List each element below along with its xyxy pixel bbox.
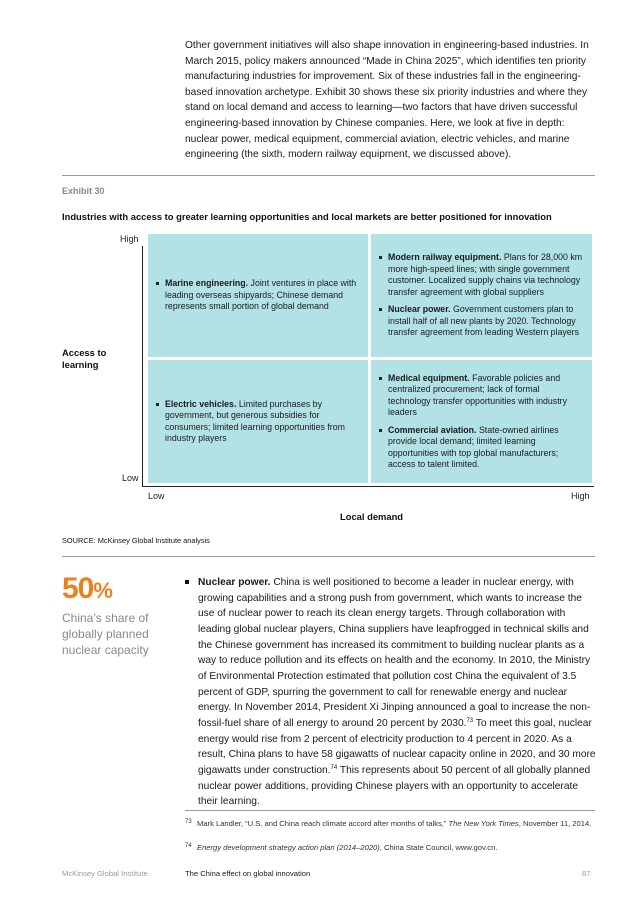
footnote-text <box>197 842 497 853</box>
quadrant-bullet <box>156 278 360 313</box>
page-number: 87 <box>582 869 591 878</box>
quadrant-bullet-text <box>165 278 360 313</box>
footnote-text-part: Mark Landler, “U.S. and China reach climate accord after months of talks,” <box>197 819 449 828</box>
divider <box>62 556 595 557</box>
industry-name: Medical equipment. <box>388 372 470 383</box>
stat-unit: % <box>93 578 112 603</box>
industry-name: Marine engineering. <box>165 278 249 289</box>
bullet-square <box>379 429 382 432</box>
footnote-publication: The New York Times <box>448 819 519 828</box>
quadrant-bottom-left <box>148 360 368 483</box>
x-axis-line <box>142 486 594 487</box>
quadrant-bottom-right <box>371 360 592 483</box>
footnote-text-part: , November 11, 2014. <box>518 819 592 828</box>
quadrant-bullet-text <box>388 252 584 298</box>
exhibit-label: Exhibit 30 <box>62 186 105 196</box>
industry-description: Favorable policies and centralized procurement; lack of formal technology transfer opportunities with industry leaders <box>388 372 567 417</box>
quadrant-bullet <box>379 252 584 298</box>
footnote <box>185 818 597 829</box>
footer-report-title: The China effect on global innovation <box>185 869 311 878</box>
stat-value: 50 <box>62 572 94 605</box>
stat-callout <box>62 572 112 606</box>
footnote-text-part: , China State Council, www.gov.cn. <box>379 843 498 852</box>
x-axis-low-label: Low <box>148 491 165 501</box>
divider <box>62 175 595 176</box>
industry-name: Commercial aviation. <box>388 424 477 435</box>
quadrant-bullet-text <box>165 399 360 445</box>
quadrant-bullet-text <box>388 425 584 471</box>
bullet-square <box>379 256 382 259</box>
nuclear-heading: Nuclear power. <box>198 577 271 588</box>
y-axis-title-line-1: Access to <box>62 347 107 358</box>
bullet-square <box>379 308 382 311</box>
quadrant-bullet-text <box>388 304 584 339</box>
bullet-square <box>379 377 382 380</box>
footnote-ref: 74 <box>330 764 338 771</box>
y-axis-line <box>142 246 143 486</box>
industry-name: Modern railway equipment. <box>388 252 502 263</box>
industry-name: Nuclear power. <box>388 304 451 315</box>
x-axis-title: Local demand <box>340 511 404 522</box>
y-axis-title <box>62 347 106 371</box>
quadrant-bullet <box>156 399 360 445</box>
nuclear-text-3: This represents about 50 percent of all globally planned nuclear power additions, providing Chinese players with an opportunity to accelerate their learning. <box>198 764 591 808</box>
stat-description: China’s share of globally planned nuclear capacity <box>62 611 149 657</box>
industry-description: Plans for 28,000 km more high-speed lines; with single government customer. Localized supply chains via technology transfer agreement with global suppliers <box>388 252 583 297</box>
y-axis-high-label: High <box>120 234 139 244</box>
intro-paragraph: Other government initiatives will also shape innovation in engineering-based industries. In March 2015, policy makers announced “Made in China 2025”, which identifies ten priority manufacturing industries for improvement. Six of these industries fall in the engineering-based innovation archetype. Exhibit 30 shows these six priority industries and where they stand on local demand and access to learning—two factors that have driven successful engineering-based innovation by Chinese companies. Here, we look at five in depth: nuclear power, medical equipment, commercial aviation, electric vehicles, and marine engineering (the sixth, modern railway equipment, we discussed above). <box>185 40 589 161</box>
industry-description: Limited purchases by government, but generous subsidies for consumers; limited learning opportunities from industry players <box>165 398 345 443</box>
footnote <box>185 842 597 853</box>
bullet-square <box>185 580 189 584</box>
footnote-publication: Energy development strategy action plan (2014–2020) <box>197 843 380 852</box>
nuclear-paragraph <box>198 575 596 810</box>
source-note: SOURCE: McKinsey Global Institute analysis <box>62 536 210 545</box>
quadrant-bullet <box>379 373 584 419</box>
nuclear-text-1: China is well positioned to become a leader in nuclear energy, with growing capabilities and a strong push from government, which wants to increase the use of nuclear power to reach its clean energy targets. Through collaboration with leading global nuclear players, China suppliers have leapfrogged in technical skills and the Chinese government has increased its commitment to building nuclear plants as a way to reduce pollution and its effects on health and the economy. In 2010, the Ministry of Environmental Protection estimated that pollution cost China the equivalent of 3.5 percent of GDP, spurring the government to call for renewable energy and nuclear energy. In November 2014, President Xi Jinping announced a goal to increase the non-fossil-fuel share of all energy to around 20 percent by 2030. <box>198 577 591 729</box>
footnote-divider <box>185 810 595 811</box>
y-axis-low-label: Low <box>122 473 139 483</box>
x-axis-high-label: High <box>571 491 590 501</box>
nuclear-text-2: To meet this goal, nuclear energy would rise from 2 percent of electricity production to 4 percent in 2020. As a result, China plans to have 58 gigawatts of nuclear capacity online in 2020, and 30 more gigawatts under construction. <box>198 717 596 776</box>
industry-name: Electric vehicles. <box>165 398 237 409</box>
footer-publisher: McKinsey Global Institute <box>62 869 148 878</box>
bullet-square <box>156 282 159 285</box>
exhibit-title: Industries with access to greater learning opportunities and local markets are better positioned for innovation <box>62 211 552 222</box>
industry-description: Joint ventures in place with leading overseas shipyards; Chinese demand represents small portion of global demand <box>165 278 357 312</box>
y-axis-title-line-2: learning <box>62 359 99 370</box>
footnote-ref: 73 <box>466 717 474 724</box>
quadrant-bullet <box>379 425 584 471</box>
industry-description: State-owned airlines provide local demand; limited learning opportunities with top global manufacturers; access to talent limited. <box>388 424 559 469</box>
quadrant-bullet <box>379 304 584 339</box>
footnote-number: 74 <box>185 843 192 849</box>
quadrant-top-left <box>148 234 368 357</box>
footnote-number: 73 <box>185 819 192 825</box>
quadrant-top-right <box>371 234 592 357</box>
bullet-square <box>156 403 159 406</box>
industry-description: Government customers plan to install half of all new plants by 2020. Technology transfer agreement from leading Western players <box>388 304 580 338</box>
quadrant-bullet-text <box>388 373 584 419</box>
footnote-text <box>197 818 591 829</box>
